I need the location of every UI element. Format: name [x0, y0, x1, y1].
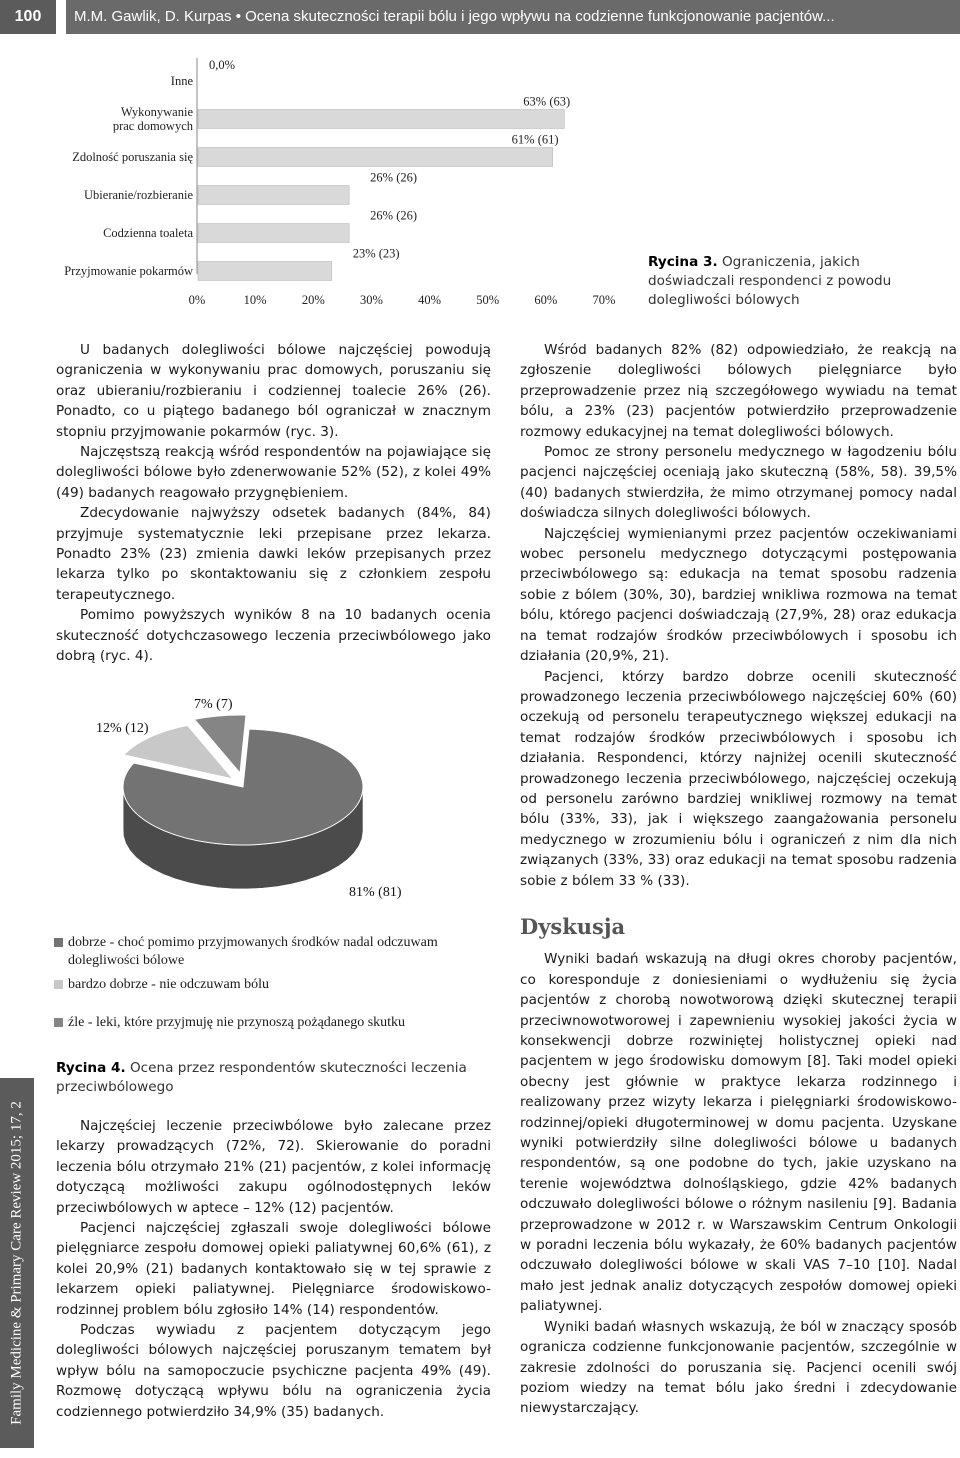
x-tick-label: 20%	[301, 293, 325, 307]
section-heading-dyskusja: Dyskusja	[520, 913, 626, 939]
journal-side-label-text: Family Medicine & Primary Care Review 2015; 17, 2	[8, 1101, 25, 1425]
x-tick-label: 60%	[534, 293, 558, 307]
figure4-caption	[56, 1059, 486, 1097]
paragraph: Wyniki badań wskazują na długi okres choroby pacjentów, co koresponduje z doniesieniami o wydłużeniu się życia pacjentów z chorobą nowotworową dzięki skutecznej terapii przeciwnowotworowej i zapewnieniu wysokiej jakości życia w konsekwencji dobrze rozwiniętej holistycznej opieki nad pacjentem w jego środowisku domowym [8]. Taki model opieki obecny jest głównie w praktyce lekarza rodzinnego i realizowany przez wizyty lekarza i pielęgniarki środowiskowo-rodzinnej/opieki długoterminowej w domu pacjenta. Uzyskane wyniki potwierdziły silne dolegliwości bólowe u badanych respondentów, są one podobne do tych, jakie uzyskano na terenie województwa dolnośląskiego, gdzie 42% badanych odczuwało dolegliwości bólowe o różnym nasileniu [9]. Badania przeprowadzone w 2012 r. w Warszawskim Centrum Onkologii w poradni leczenia bólu wykazały, że 60% badanych pacjentów odczuwało dolegliwości bólowe w skali VAS 7–10 [10]. Nadal mało jest jednak analiz dotyczących zespołów domowej opieki paliatywnej.	[520, 951, 957, 1315]
category-label	[64, 264, 193, 278]
legend-label: źle - leki, które przyjmuję nie przynoszą pożądanego skutku	[68, 1015, 406, 1030]
data-label: 23% (23)	[352, 246, 400, 261]
data-label: 26% (26)	[370, 170, 418, 185]
category-label-line: prac domowych	[112, 119, 193, 133]
figure3-caption-text: Ograniczenia, jakich doświadczali respondenci z powodu dolegliwości bólowych	[648, 254, 892, 308]
legend-swatch-zle	[54, 1018, 63, 1027]
figure4-caption-text: Ocena przez respondentów skuteczności leczenia przeciwbólowego	[56, 1060, 467, 1095]
legend-label: bardzo dobrze - nie odczuwam bólu	[68, 977, 269, 992]
category-label-line: Przyjmowanie pokarmów	[64, 264, 193, 278]
bar	[198, 110, 564, 129]
paragraph: Pomoc ze strony personelu medycznego w łagodzeniu bólu pacjenci najczęściej oceniają jako skuteczną (58%, 58). 39,5% (40) badanych stwierdziła, że mimo otrzymanej pomocy nadal doświadcza silnych dolegliwości bólowych.	[520, 444, 957, 522]
right-column	[520, 340, 957, 1419]
left-column-top	[56, 340, 491, 667]
category-label-line: Wykonywanie	[120, 105, 193, 119]
legend-item-zle	[54, 1014, 494, 1032]
running-title: M.M. Gawlik, D. Kurpas • Ocena skuteczności terapii bólu i jego wpływu na codzienne funkcjonowanie pacjentów...	[66, 0, 960, 34]
bar	[198, 186, 349, 205]
paragraph: Pomimo powyższych wyników 8 na 10 badanych ocenia skuteczność dotychczasowego leczenia przeciwbólowego jako dobrą (ryc. 4).	[56, 607, 491, 665]
paragraph: Wyniki badań własnych wskazują, że ból w znaczący sposób ogranicza codzienne funkcjonowanie pacjentów, szczególnie w zakresie zdolności do poruszania się. Pacjenci ocenili swój poziom wiedzy na temat bólu jako średni i zdecydowanie niewystarczający.	[520, 1318, 957, 1417]
paragraph: Pacjenci, którzy bardzo dobrze ocenili skuteczność prowadzonego leczenia przeciwbólowego najczęściej 60% (60) oczekują od personelu terapeutycznego większej edukacji na temat rodzajów środków przeciwbólowych i sposobu ich działania. Respondenci, którzy najniżej ocenili skuteczność prowadzonego leczenia przeciwbólowego, najczęściej oczekują od personelu zarówno bardziej wnikliwej rozmowy na temat bólu (33%, 33), jak i większego zaangażowania personelu medycznego w zrozumieniu bólu i ograniczeń z nim dla nich związanych (33%, 33) oraz edukacji na temat sposobu radzenia sobie z bólem 33 % (33).	[520, 668, 957, 889]
category-label	[113, 105, 194, 133]
paragraph: Zdecydowanie najwyższy odsetek badanych (84%, 84) przyjmuje systematycznie leki przepisane przez lekarza. Ponadto 23% (23) zmienia dawki leków przepisanych przez lekarza tylko po skontaktowaniu się z członkiem zespołu terapeutycznego.	[56, 505, 491, 603]
data-label: 61% (61)	[511, 132, 559, 147]
figure4-legend	[54, 934, 494, 1032]
category-label	[72, 150, 193, 164]
data-label: 63% (63)	[523, 94, 571, 109]
category-label-line: Zdolność poruszania się	[72, 150, 193, 164]
category-label	[103, 226, 193, 240]
legend-item-dobrze	[54, 934, 494, 970]
x-tick-label: 0%	[188, 293, 206, 307]
category-label	[171, 74, 194, 88]
figure3-caption-label: Rycina 3.	[648, 254, 718, 270]
category-label	[84, 188, 193, 202]
legend-item-bardzo-dobrze	[54, 976, 494, 994]
page-header	[0, 0, 960, 34]
paragraph: Najczęściej leczenie przeciwbólowe było zalecane przez lekarzy prowadzących (72%, 72). Skierowanie do poradni leczenia bólu otrzymało 21% (21) pacjentów, z kolei informację dotyczącą możliwości zakupu ogólnodostępnych leków przeciwbólowych w aptece – 12% (12) pacjentów.	[56, 1118, 491, 1216]
paragraph: Najczęstszą reakcją wśród respondentów na pojawiające się dolegliwości bólowe było zdenerwowanie 52% (52), z kolei 49% (49) badanych reagowało przygnębieniem.	[56, 444, 491, 501]
journal-side-label	[0, 1078, 34, 1448]
data-label: 0,0%	[209, 58, 236, 72]
x-tick-label: 70%	[592, 293, 616, 307]
bar	[198, 224, 349, 243]
paragraph: Podczas wywiadu z pacjentem dotyczącym jego dolegliwości bólowych najczęściej poruszanym tematem był wpływ bólu na samopoczucie psychiczne pacjenta 49% (49). Rozmowę dotyczącą wpływu bólu na ograniczenia życia codziennego potwierdziło 34,9% (35) badanych.	[56, 1322, 491, 1420]
pie-label-zle: 7% (7)	[194, 697, 233, 712]
paragraph: Wśród badanych 82% (82) odpowiedziało, że reakcją na zgłoszenie dolegliwości bólowych pielęgniarce było przeprowadzenie przez nią szczegółowego wywiadu na temat bólu, a 23% (23) pacjentów potwierdziło przeprowadzenie rozmowy edukacyjnej na temat dolegliwości bólowych.	[520, 342, 957, 440]
bar	[198, 262, 332, 281]
category-label-line: Ubieranie/rozbieranie	[84, 188, 193, 202]
pie-label-bardzo-dobrze: 12% (12)	[96, 721, 149, 736]
figure3-bar-chart	[0, 52, 630, 372]
paragraph: Pacjenci najczęściej zgłaszali swoje dolegliwości bólowe pielęgniarce zespołu domowej opieki paliatywnej 60,6% (61), z kolei 20,9% (21) badanych kontaktowało się w tej sprawie z lekarzem opieki paliatywnej. Pielęgniarce środowiskowo-rodzinnej problem bólu zgłosiło 14% (14) respondentów.	[56, 1220, 491, 1318]
figure4-pie-chart	[115, 715, 415, 895]
pie-label-dobrze: 81% (81)	[349, 885, 402, 900]
page-number: 100	[0, 0, 56, 34]
data-label: 26% (26)	[370, 208, 418, 223]
x-tick-label: 50%	[476, 293, 500, 307]
legend-swatch-bardzo-dobrze	[54, 980, 63, 989]
x-tick-label: 30%	[359, 293, 383, 307]
x-tick-label: 40%	[418, 293, 442, 307]
x-tick-label: 10%	[243, 293, 267, 307]
figure3-caption	[648, 253, 928, 310]
paragraph: U badanych dolegliwości bólowe najczęściej powodują ograniczenia w wykonywaniu prac domowych, poruszaniu się oraz ubieraniu/rozbieraniu i codziennej toalecie 26% (26). Ponadto, co u piątego badanego ból ograniczał w znacznym stopniu przyjmowanie pokarmów (ryc. 3).	[56, 342, 491, 440]
bar	[198, 148, 553, 167]
legend-label: dobrze - choć pomimo przyjmowanych środków nadal odczuwam dolegliwości bólowe	[68, 935, 438, 968]
paragraph: Najczęściej wymienianymi przez pacjentów oczekiwaniami wobec personelu medycznego dotyczącymi postępowania przeciwbólowego są: edukacja na temat sposobu radzenia sobie z bólem (30%, 30), bardziej wnikliwa rozmowa na temat bólu, którego pacjenci doświadczają (27,9%, 28) oraz edukacja na temat rodzajów środków przeciwbólowych i sposobu ich działania (20,9%, 21).	[520, 525, 957, 665]
category-label-line: Inne	[170, 74, 193, 88]
figure4-caption-label: Rycina 4.	[56, 1060, 126, 1076]
legend-swatch-dobrze	[54, 938, 63, 947]
category-label-line: Codzienna toaleta	[103, 226, 193, 240]
left-column-bottom	[56, 1116, 491, 1422]
